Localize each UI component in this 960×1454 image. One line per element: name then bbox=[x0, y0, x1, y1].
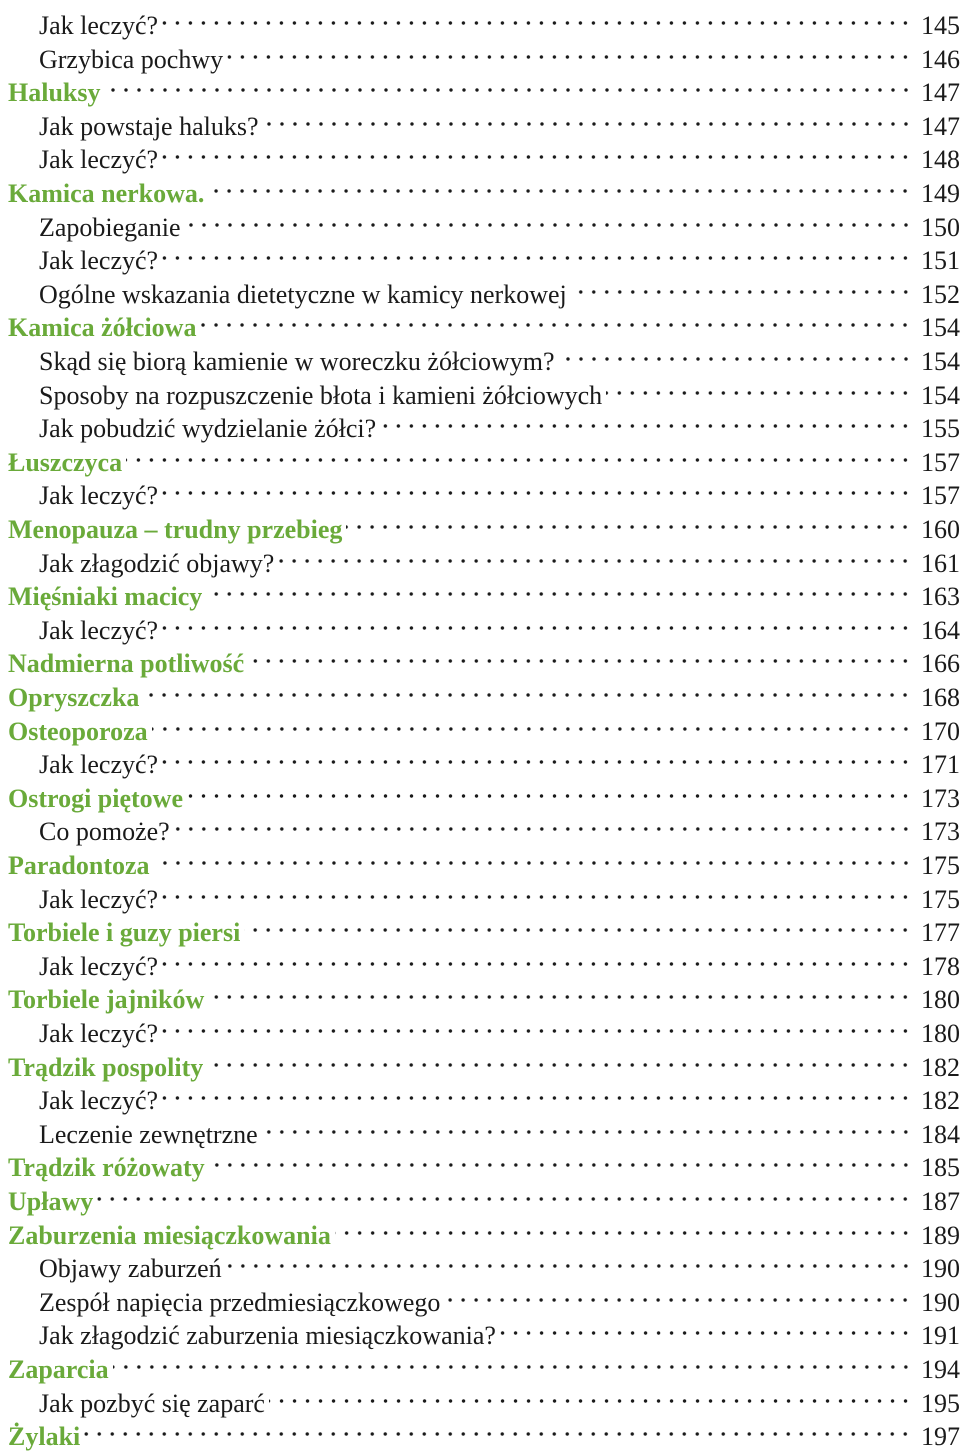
dot-leader bbox=[162, 605, 912, 639]
toc-heading-entry[interactable] bbox=[8, 1143, 960, 1183]
toc-page-number: 145 bbox=[921, 11, 960, 41]
toc-subentry[interactable] bbox=[39, 874, 960, 914]
toc-entry-title: Opryszczka bbox=[8, 683, 140, 713]
dot-leader bbox=[162, 941, 912, 975]
toc-page-number: 175 bbox=[921, 884, 960, 914]
toc-heading-entry[interactable] bbox=[8, 572, 960, 612]
toc-page-number: 155 bbox=[921, 414, 960, 444]
dot-leader bbox=[226, 1244, 912, 1278]
dot-leader bbox=[162, 236, 912, 270]
toc-subentry[interactable] bbox=[39, 1311, 960, 1351]
toc-subentry[interactable] bbox=[39, 1244, 960, 1284]
toc-entry-title: Jak leczyć? bbox=[39, 11, 159, 41]
dot-leader bbox=[209, 1143, 912, 1177]
toc-page-number: 182 bbox=[921, 1086, 960, 1116]
toc-heading-entry[interactable] bbox=[8, 505, 960, 545]
toc-page-number: 173 bbox=[921, 817, 960, 847]
toc-subentry[interactable] bbox=[39, 101, 960, 141]
dot-leader bbox=[154, 841, 912, 875]
toc-subentry[interactable] bbox=[39, 471, 960, 511]
toc-subentry[interactable] bbox=[39, 269, 960, 309]
toc-entry-title: Ostrogi piętowe bbox=[8, 783, 183, 813]
toc-entry-title: Trądzik pospolity bbox=[8, 1052, 204, 1082]
toc-entry-title: Zaburzenia miesiączkowania bbox=[8, 1220, 331, 1250]
toc-page-number: 150 bbox=[921, 212, 960, 242]
toc-page-number: 149 bbox=[921, 179, 960, 209]
toc-page-number: 184 bbox=[921, 1119, 960, 1149]
toc-page-number: 157 bbox=[921, 481, 960, 511]
toc-page-number: 175 bbox=[921, 851, 960, 881]
toc-entry-title: Jak leczyć? bbox=[39, 145, 159, 175]
dot-leader bbox=[559, 337, 913, 371]
toc-page-number: 178 bbox=[921, 951, 960, 981]
toc-entry-title: Jak pozbyć się zaparć bbox=[39, 1388, 265, 1418]
toc-subentry[interactable] bbox=[39, 605, 960, 645]
toc-page-number: 154 bbox=[921, 380, 960, 410]
toc-page-number: 190 bbox=[921, 1287, 960, 1317]
toc-subentry[interactable] bbox=[39, 941, 960, 981]
toc-subentry[interactable] bbox=[39, 202, 960, 242]
dot-leader bbox=[187, 773, 912, 807]
toc-entry-title: Torbiele jajników bbox=[8, 985, 205, 1015]
dot-leader bbox=[162, 740, 912, 774]
dot-leader bbox=[263, 101, 912, 135]
dot-leader bbox=[208, 975, 912, 1009]
toc-entry-title: Jak leczyć? bbox=[39, 615, 159, 645]
toc-entry-title: Jak złagodzić objawy? bbox=[39, 548, 275, 578]
toc-entry-title: Ogólne wskazania dietetyczne w kamicy nerkowej bbox=[39, 279, 567, 309]
toc-page-number: 154 bbox=[921, 313, 960, 343]
toc-page-number: 152 bbox=[921, 279, 960, 309]
toc-entry-title: Jak leczyć? bbox=[39, 750, 159, 780]
toc-entry-title: Łuszczyca bbox=[8, 447, 123, 477]
toc-page-number: 180 bbox=[921, 1019, 960, 1049]
dot-leader bbox=[162, 1, 912, 35]
toc-subentry[interactable] bbox=[39, 1277, 960, 1317]
toc-page-number: 161 bbox=[921, 548, 960, 578]
dot-leader bbox=[97, 1177, 912, 1211]
toc-entry-title: Trądzik różowaty bbox=[8, 1153, 205, 1183]
toc-page-number: 168 bbox=[921, 683, 960, 713]
toc-subentry[interactable] bbox=[39, 236, 960, 276]
toc-page-number: 171 bbox=[921, 750, 960, 780]
toc-heading-entry[interactable] bbox=[8, 1345, 960, 1385]
toc-page-number: 151 bbox=[921, 246, 960, 276]
toc-page-number: 177 bbox=[921, 918, 960, 948]
dot-leader bbox=[105, 68, 913, 102]
dot-leader bbox=[380, 404, 912, 438]
toc-heading-entry[interactable] bbox=[8, 841, 960, 881]
dot-leader bbox=[206, 572, 912, 606]
dot-leader bbox=[162, 471, 912, 505]
dot-leader bbox=[278, 538, 912, 572]
toc-subentry[interactable] bbox=[39, 337, 960, 377]
toc-heading-entry[interactable] bbox=[8, 1210, 960, 1250]
dot-leader bbox=[185, 202, 913, 236]
toc-page-number: 163 bbox=[921, 582, 960, 612]
toc-heading-entry[interactable] bbox=[8, 1042, 960, 1082]
dot-leader bbox=[174, 807, 912, 841]
toc-heading-entry[interactable] bbox=[8, 908, 960, 948]
toc-subentry[interactable] bbox=[39, 1076, 960, 1116]
dot-leader bbox=[162, 1076, 912, 1110]
toc-entry-title: Osteoporoza bbox=[8, 716, 148, 746]
toc-subentry[interactable] bbox=[39, 34, 960, 74]
toc-entry-title: Jak leczyć? bbox=[39, 1086, 159, 1116]
toc-entry-title: Paradontoza bbox=[8, 851, 150, 881]
toc-entry-title: Kamica żółciowa bbox=[8, 313, 197, 343]
toc-page-number: 189 bbox=[921, 1220, 960, 1250]
toc-page-number: 195 bbox=[921, 1388, 960, 1418]
toc-page-number: 191 bbox=[921, 1321, 960, 1351]
dot-leader bbox=[113, 1345, 912, 1379]
toc-page-number: 170 bbox=[921, 716, 960, 746]
toc-page-number: 160 bbox=[921, 515, 960, 545]
toc-subentry[interactable] bbox=[39, 740, 960, 780]
dot-leader bbox=[227, 34, 912, 68]
toc-entry-title: Grzybica pochwy bbox=[39, 44, 224, 74]
toc-heading-entry[interactable] bbox=[8, 975, 960, 1015]
toc-subentry[interactable] bbox=[39, 1378, 960, 1418]
toc-subentry[interactable] bbox=[39, 538, 960, 578]
toc-entry-title: Jak pobudzić wydzielanie żółci? bbox=[39, 414, 377, 444]
toc-entry-title: Menopauza – trudny przebieg bbox=[8, 515, 343, 545]
toc-page-number: 173 bbox=[921, 783, 960, 813]
toc-heading-entry[interactable] bbox=[8, 673, 960, 713]
toc-page-number: 154 bbox=[921, 347, 960, 377]
toc-subentry[interactable] bbox=[39, 370, 960, 410]
toc-heading-entry[interactable] bbox=[8, 639, 960, 679]
toc-page-number: 185 bbox=[921, 1153, 960, 1183]
toc-entry-title: Zapobieganie bbox=[39, 212, 181, 242]
dot-leader bbox=[162, 874, 912, 908]
dot-leader bbox=[500, 1311, 912, 1345]
dot-leader bbox=[444, 1277, 912, 1311]
dot-leader bbox=[126, 437, 912, 471]
toc-entry-title: Mięśniaki macicy bbox=[8, 582, 203, 612]
toc-entry-title: Skąd się biorą kamienie w woreczku żółciowym? bbox=[39, 347, 555, 377]
toc-heading-entry[interactable] bbox=[8, 706, 960, 746]
dot-leader bbox=[162, 135, 912, 169]
dot-leader bbox=[269, 1378, 912, 1412]
toc-subentry[interactable] bbox=[39, 807, 960, 847]
toc-entry-title: Torbiele i guzy piersi bbox=[8, 918, 241, 948]
toc-page-number: 164 bbox=[921, 615, 960, 645]
toc-subentry[interactable] bbox=[39, 135, 960, 175]
toc-entry-title: Żylaki bbox=[8, 1422, 81, 1452]
toc-heading-entry[interactable] bbox=[8, 773, 960, 813]
toc-page-number: 182 bbox=[921, 1052, 960, 1082]
dot-leader bbox=[84, 1412, 912, 1446]
toc-entry-title: Jak leczyć? bbox=[39, 884, 159, 914]
toc-entry-title: Objawy zaburzeń bbox=[39, 1254, 222, 1284]
toc-subentry[interactable] bbox=[39, 1, 960, 41]
dot-leader bbox=[208, 169, 912, 203]
toc-heading-entry[interactable] bbox=[8, 437, 960, 477]
dot-leader bbox=[346, 505, 912, 539]
toc-entry-title: Jak leczyć? bbox=[39, 951, 159, 981]
toc-entry-title: Leczenie zewnętrzne bbox=[39, 1119, 258, 1149]
toc-entry-title: Upławy bbox=[8, 1187, 94, 1217]
dot-leader bbox=[606, 370, 912, 404]
toc-page-number: 147 bbox=[921, 78, 960, 108]
toc-page-number: 157 bbox=[921, 447, 960, 477]
toc-subentry[interactable] bbox=[39, 1009, 960, 1049]
dot-leader bbox=[335, 1210, 912, 1244]
toc-entry-title: Zaparcia bbox=[8, 1355, 109, 1385]
dot-leader bbox=[571, 269, 912, 303]
dot-leader bbox=[244, 908, 912, 942]
toc-entry-title: Zespół napięcia przedmiesiączkowego bbox=[39, 1287, 441, 1317]
toc-entry-title: Jak leczyć? bbox=[39, 246, 159, 276]
dot-leader bbox=[262, 1109, 912, 1143]
toc-heading-entry[interactable] bbox=[8, 1177, 960, 1217]
toc-entry-title: Haluksy bbox=[8, 78, 101, 108]
toc-entry-title: Jak leczyć? bbox=[39, 1019, 159, 1049]
toc-entry-title: Kamica nerkowa. bbox=[8, 179, 205, 209]
toc-page-number: 187 bbox=[921, 1187, 960, 1217]
toc-entry-title: Nadmierna potliwość bbox=[8, 649, 245, 679]
dot-leader bbox=[162, 1009, 912, 1043]
dot-leader bbox=[207, 1042, 912, 1076]
toc-entry-title: Jak leczyć? bbox=[39, 481, 159, 511]
toc-page-number: 146 bbox=[921, 44, 960, 74]
toc-page-number: 194 bbox=[921, 1355, 960, 1385]
toc-heading-entry[interactable] bbox=[8, 68, 960, 108]
toc-heading-entry[interactable] bbox=[8, 1412, 960, 1452]
toc-entry-title: Sposoby na rozpuszczenie błota i kamieni żółciowych bbox=[39, 380, 603, 410]
toc-page-number: 166 bbox=[921, 649, 960, 679]
toc-entry-title: Jak powstaje haluks? bbox=[39, 111, 259, 141]
toc-heading-entry[interactable] bbox=[8, 169, 960, 209]
toc-page-number: 147 bbox=[921, 111, 960, 141]
dot-leader bbox=[152, 706, 912, 740]
toc-page-number: 197 bbox=[921, 1422, 960, 1452]
toc-subentry[interactable] bbox=[39, 1109, 960, 1149]
toc-page-number: 148 bbox=[921, 145, 960, 175]
toc-heading-entry[interactable] bbox=[8, 303, 960, 343]
dot-leader bbox=[200, 303, 912, 337]
dot-leader bbox=[143, 673, 912, 707]
dot-leader bbox=[248, 639, 912, 673]
toc-entry-title: Co pomoże? bbox=[39, 817, 170, 847]
toc-page-number: 190 bbox=[921, 1254, 960, 1284]
toc-subentry[interactable] bbox=[39, 404, 960, 444]
toc-entry-title: Jak złagodzić zaburzenia miesiączkowania? bbox=[39, 1321, 496, 1351]
toc-page-number: 180 bbox=[921, 985, 960, 1015]
